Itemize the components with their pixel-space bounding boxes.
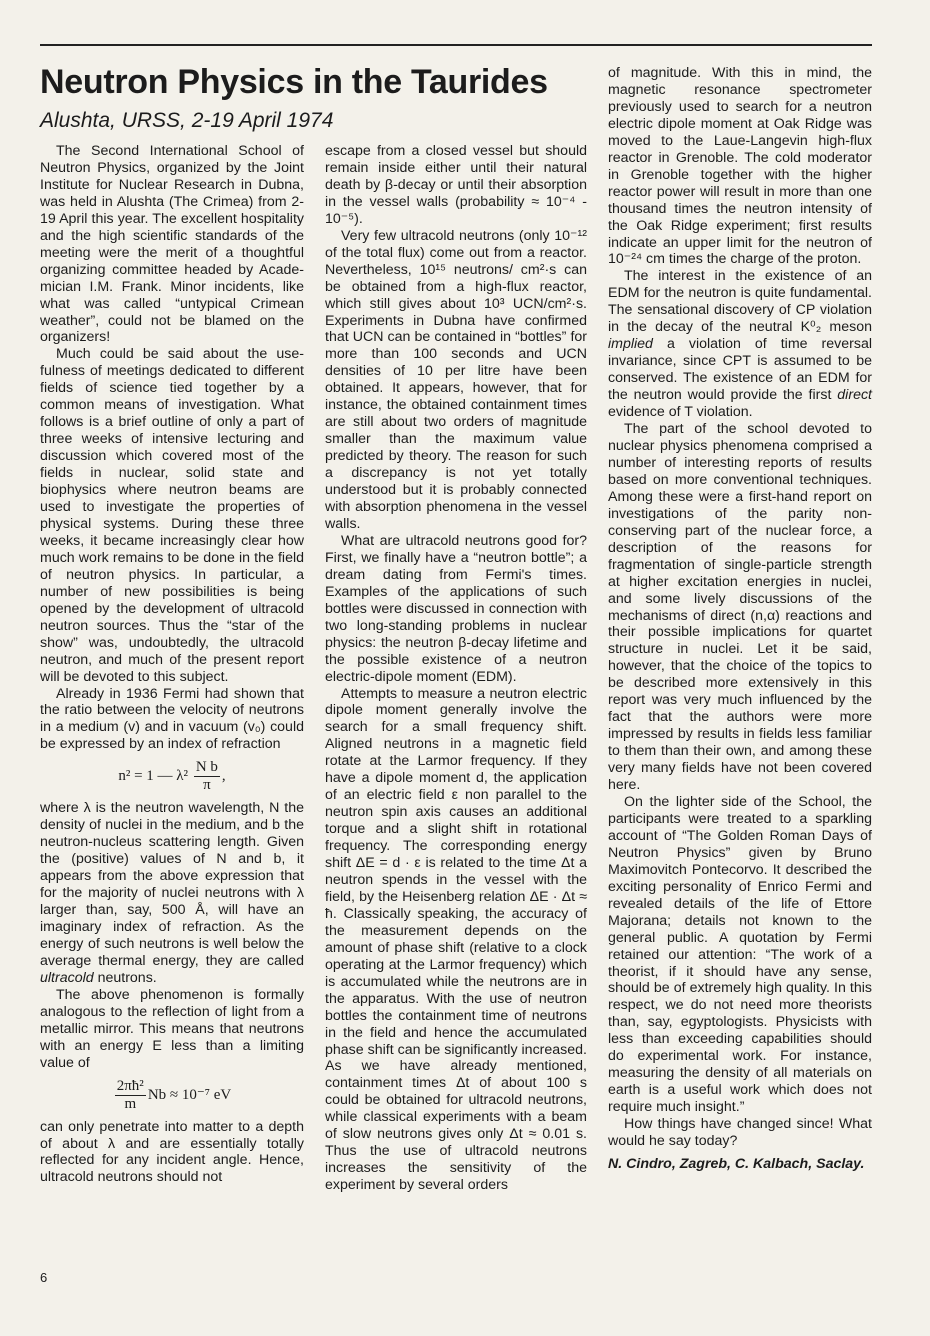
formula-denominator: m [124,1095,137,1112]
paragraph: of magnitude. With this in mind, the magnetic resonance spectrometer previously used to search for a neutron electric dipole moment at Oak Ridge was moved to the Laue-Langevin high-flux reactor in Grenoble. The cold moderator in Grenoble together with the higher reactor power will result in more than one thousand times the neutron intensity of the Oak Ridge experiment; first results indicate an upper limit for the neutron of 10⁻²⁴ cm times the charge of the proton. [608,65,872,268]
formula-fraction [115,1078,146,1113]
paragraph-text: neutrons. [93,969,157,986]
paragraph-text: evidence of T violation. [608,404,753,421]
formula-fraction [194,759,220,794]
paragraph: Very few ultracold neutrons (only 10⁻¹² of the total flux) come out from a reactor. Nevertheless, 10¹⁵ neutrons/ cm²·s can be obtained from a high-flux reactor, which still gives about 10³ UCN/cm²·s. Experiments in Dubna have confirmed that UCN can be contained in “bottles” for more than 100 seconds and UCN densities of 10 per litre have been obtained. It appears, however, that for instance, the obtained containment times are still about two orders of magnitude smaller than the maximum value predicted by theory. The reason for such a discrepancy is not yet totally understood but it is probably connected with absorption phenomena in the vessel walls. [325,227,587,532]
emphasis: implied [608,336,653,353]
paragraph-text: where λ is the neutron wavelength, N the density of nuclei in the medium, and b the neutron-nucleus scattering length. Given the (positive) values of N and b, it appears from the above expression that for the majority of nuclei neutrons with λ larger than, say, 500 Å, will have an imaginary index of refraction. As the energy of such neutrons is well below the average thermal energy, they are called [40,800,304,969]
emphasis: direct [837,387,872,404]
page-number: 6 [40,1270,48,1285]
energy-formula [40,1078,304,1113]
paragraph [40,800,304,986]
paragraph: Already in 1936 Fermi had shown that the ratio between the velocity of neutrons in a medium (v) and in vacuum (v₀) could be expressed by an index of refraction [40,685,304,753]
column-2 [325,143,587,1194]
top-rule [40,44,872,46]
author-byline: N. Cindro, Zagreb, C. Kalbach, Saclay. [608,1156,865,1172]
formula-tail: , [221,768,226,785]
paragraph-text: a violation of time reversal invariance, since CPT is assumed to be conserved. The existence of an EDM for the neutron would provide the first [608,336,872,404]
paragraph: Much could be said about the usefulness of meetings dedicated to different fields of science tied together by a common means of investigation. What follows is a brief outline of only a part of three weeks of intensive lecturing and discussion which covered most of the fields in nuclear, solid state and biophysics where neutron beams are used to investigate the properties of physical systems. During these three weeks, it became increasingly clear how much work remains to be done in the field of neutron physics. In particular, a number of new possibilities is being opened by the development of ultracold neutron sources. Thus the “star of the show” was, undoubtedly, the ultracold neutron, and much of the present report will be devoted to this subject. [40,346,304,685]
article-subtitle: Alushta, URSS, 2-19 April 1974 [40,109,334,132]
paragraph: What are ultracold neutrons good for? First, we finally have a “neutron bottle”; a dream dating from Fermi's times. Examples of the applications of such bottles were discussed in connection with two long-standing problems in nuclear physics: the neutron β-decay lifetime and the possible existence of a neutron electric-dipole moment (EDM). [325,532,587,685]
formula-tail: Nb ≈ 10⁻⁷ eV [147,1086,232,1103]
formula-numerator: 2πħ² [116,1077,144,1094]
paragraph: On the lighter side of the School, the participants were treated to a sparkling account of “The Golden Roman Days of Neutron Physics” given by Bruno Maximovitch Pontecorvo. It described the exciting personality of Enrico Fermi and revealed details of the life of Ettore Majorana; details not known to the general public. A quotation by Fermi retained our attention: “The work of a theorist, if it should have any sense, should be of extremely high quality. In this respect, we do not need more theorists than, say, egyptologists. Physicists with less than exceeding capabilities should do experimental work. For instance, measuring the density of all materials on earth is a useful work which does not require much insight.” [608,793,872,1116]
paragraph: escape from a closed vessel but should remain inside either until their natural death by β-decay or until their absorption in the vessel walls (probability ≈ 10⁻⁴ - 10⁻⁵). [325,143,587,227]
paragraph: The part of the school devoted to nuclear physics phenomena comprised a number of interesting reports of results based on more conventional techniques. Among these were a first-hand report on investigations of the parity non-conserving part of the nuclear force, a description of the reasons for fragmentation of single-particle strength at higher excitation energies in nuclei, and some lively discussions of the mechanisms of direct (n,α) reactions and their possible implications for quartet structure in nuclei. Let it be said, however, that the choice of the topics to be described more extensively in this report was very much influenced by the fact that the authors were more impressed by results in fields less familiar to them than their own, and among these very many fields have not been covered here. [608,421,872,794]
formula-denominator: π [203,777,211,794]
article-title: Neutron Physics in the Taurides [40,63,548,101]
paragraph: The Second International School of Neutron Physics, organized by the Joint Institute for Nuclear Research in Dubna, was held in Alushta (The Crimea) from 2-19 April this year. The excellent hospitality and the high scientific standards of the meeting were the merit of a thoughtful organizing committee headed by Academician I.M. Frank. Minor incidents, like what was called “untypical Crimean weather”, could not be blamed on the organizers! [40,143,304,346]
paragraph: Attempts to measure a neutron electric dipole moment generally involve the search for a small frequency shift. Aligned neutrons in a magnetic field rotate at the Larmor frequency. If they have a dipole moment d, the application of an electric field ε non parallel to the neutron spin axis causes an additional torque and a slight shift in rotational frequency. The corresponding energy shift ΔE = d · ε is related to the time Δt a neutron spends in the vessel with the field, by the Heisenberg relation ΔE · Δt ≈ ħ. Classically speaking, the accuracy of the measurement depends on the amount of phase shift (relative to a clock operating at the Larmor frequency) which is accumulated while the neutrons are in the apparatus. With the use of neutron bottles the containment time of neutrons in the field and hence the accumulated phase shift can be significantly increased. As we have already mentioned, containment times Δt of about 100 s could be obtained for ultracold neutrons, while classical experiments with a beam of slow neutrons gives only Δt ≈ 0.01 s. Thus the use of ultracold neutrons increases the sensitivity of the experiment by several orders [325,685,587,1194]
paragraph [608,268,872,421]
emphasis: ultracold [40,969,94,986]
paragraph-text: The interest in the existence of an EDM for the neutron is quite fundamental. The sensational discovery of CP violation in the decay of the neutral K⁰₂ meson [608,268,872,336]
refraction-formula [40,759,304,794]
paragraph: The above phenomenon is formally analogous to the reflection of light from a metallic mirror. This means that neutrons with an energy E less than a limiting value of [40,986,304,1071]
column-1 [40,143,304,1186]
formula-numerator: N b [195,759,218,776]
column-3 [608,65,872,1173]
paragraph: How things have changed since! What would he say today? [608,1116,872,1150]
paragraph: can only penetrate into matter to a depth of about λ and are essentially totally reflected for any incident angle. Hence, ultracold neutrons should not [40,1118,304,1186]
formula-lhs: n² = 1 — λ² [118,768,189,785]
